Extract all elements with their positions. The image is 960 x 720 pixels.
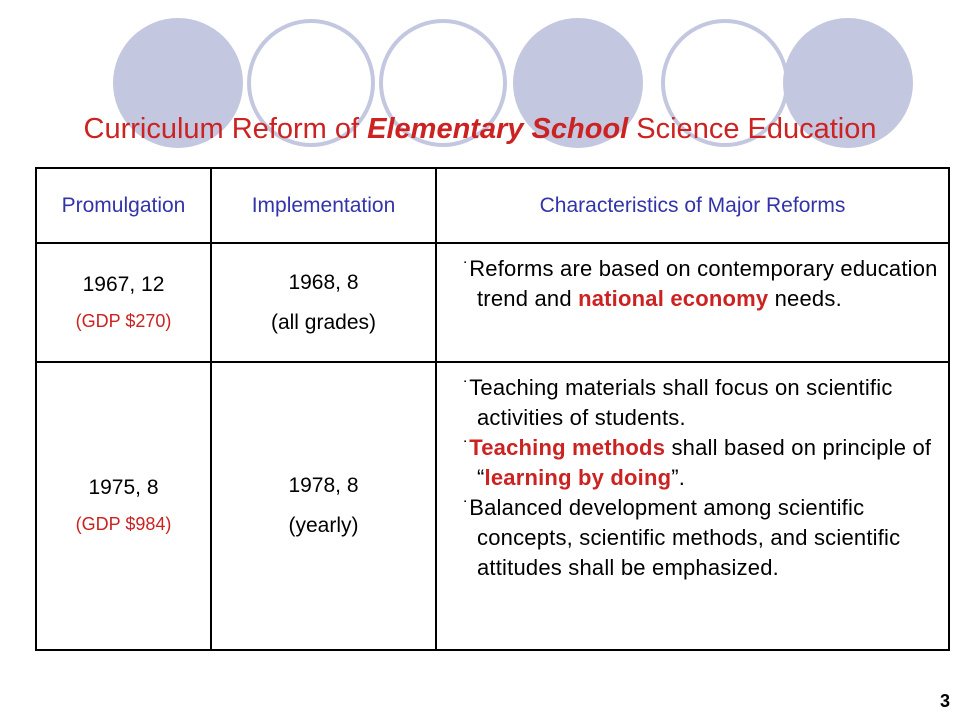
bullet-text: ”. bbox=[671, 465, 686, 490]
bullet-text: Reforms are based on contemporary education trend and bbox=[469, 256, 938, 311]
promulgation-date: 1975, 8 bbox=[88, 476, 159, 499]
gdp-value: (GDP $984) bbox=[75, 514, 172, 534]
bullet-mark: ˙ bbox=[463, 378, 470, 398]
header-implementation: Implementation bbox=[211, 168, 436, 243]
implementation-date: 1978, 8 bbox=[288, 474, 359, 497]
implementation-date: 1968, 8 bbox=[288, 270, 359, 294]
characteristics-cell bbox=[436, 362, 949, 650]
header-characteristics: Characteristics of Major Reforms bbox=[436, 168, 949, 243]
highlight-text: learning by doing bbox=[484, 465, 672, 490]
implementation-note: (yearly) bbox=[288, 514, 359, 537]
header-promulgation: Promulgation bbox=[36, 168, 211, 243]
reform-bullet bbox=[453, 254, 938, 314]
gdp-value: (GDP $270) bbox=[75, 310, 172, 331]
highlight-text: Teaching methods bbox=[469, 435, 666, 460]
bullet-text: shall based on principle of “ bbox=[477, 435, 932, 490]
highlight-text: national economy bbox=[578, 286, 769, 311]
implementation-cell bbox=[211, 243, 436, 362]
slide-title bbox=[0, 113, 960, 146]
reform-bullet bbox=[453, 433, 938, 493]
title-part-1: Curriculum Reform of bbox=[83, 113, 368, 145]
reform-table bbox=[35, 167, 950, 651]
page-number: 3 bbox=[939, 691, 950, 711]
bullet-text: Teaching materials shall focus on scientific activities of students. bbox=[469, 375, 893, 430]
bullet-mark: ˙ bbox=[463, 498, 470, 518]
promulgation-cell bbox=[36, 362, 211, 650]
implementation-cell bbox=[211, 362, 436, 650]
title-emphasis: Elementary School bbox=[367, 113, 629, 145]
characteristics-cell bbox=[436, 243, 949, 362]
reform-bullet bbox=[453, 493, 938, 583]
bullet-text: needs. bbox=[768, 286, 842, 311]
promulgation-cell bbox=[36, 243, 211, 362]
implementation-note: (all grades) bbox=[270, 310, 377, 334]
bullet-mark: ˙ bbox=[463, 438, 470, 458]
table-header-row bbox=[36, 168, 949, 243]
table-row bbox=[36, 243, 949, 362]
promulgation-date: 1967, 12 bbox=[82, 272, 165, 296]
reform-bullet bbox=[453, 373, 938, 433]
title-part-2: Science Education bbox=[628, 113, 877, 145]
table-row bbox=[36, 362, 949, 650]
bullet-text: Balanced development among scientific concepts, scientific methods, and scientific attitudes shall be emphasized. bbox=[469, 495, 901, 580]
bullet-mark: ˙ bbox=[463, 259, 470, 279]
